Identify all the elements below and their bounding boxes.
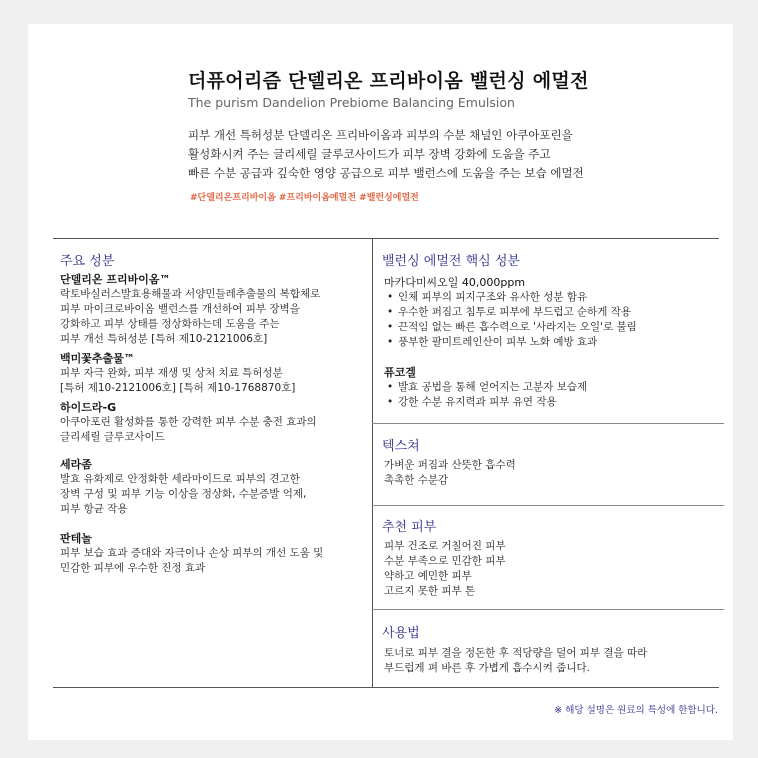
ingredient-name: 백미꽃추출물™	[60, 352, 135, 365]
ingredient-desc: 아쿠아포린 활성화를 통한 강력한 피부 수분 충전 효과의 글리세릴 글루코사이드	[60, 416, 317, 443]
divider	[372, 609, 724, 610]
texture-text: 가벼운 퍼짐과 산뜻한 흡수력 촉촉한 수분감	[384, 459, 516, 486]
ingredient-item	[60, 400, 370, 445]
product-subtitle: The purism Dandelion Prebiome Balancing Emulsion	[188, 95, 515, 110]
description-line: 피부 개선 특허성분 단델리온 프리바이옴과 피부의 수분 채널인 아쿠아포린을	[188, 128, 573, 142]
divider	[53, 687, 719, 688]
description-line: 빠른 수분 공급과 깊숙한 영양 공급으로 피부 밸런스에 도움을 주는 보습 에멀전	[188, 166, 584, 180]
ingredients-title: 주요 성분	[60, 254, 115, 269]
bullet-item: • 끈적임 없는 빠른 흡수력으로 '사라지는 오일'로 불림	[384, 320, 714, 335]
hashtags: #단델리온프리바이옴 #프리바이옴에멀전 #밸런싱에멀전	[190, 193, 419, 203]
ingredient-desc: 피부 자극 완화, 피부 재생 및 상처 치료 특허성분 [특허 제10-2121006호] [특허 제10-1768870호]	[60, 367, 296, 394]
core-ingredient-name: 퓨코겔	[384, 366, 416, 379]
divider	[372, 423, 724, 424]
core-fugel	[384, 365, 714, 410]
bullet-item: • 풍부한 팔미트레인산이 피부 노화 예방 효과	[384, 335, 714, 350]
divider	[372, 238, 373, 688]
core-title: 밸런싱 에멀전 핵심 성분	[382, 254, 520, 269]
usage-title: 사용법	[382, 626, 420, 641]
ingredient-desc: 피부 보습 효과 증대와 자극이나 손상 피부의 개선 도움 및 민감한 피부에 우수한 진정 효과	[60, 547, 324, 574]
ingredients-list	[60, 272, 370, 576]
divider	[372, 505, 724, 506]
divider	[53, 238, 719, 239]
texture-title: 텍스쳐	[382, 439, 420, 454]
ingredient-item	[60, 531, 370, 576]
footnote: ※ 해당 설명은 원료의 특성에 한합니다.	[554, 705, 718, 716]
ingredient-desc: 발효 유화제로 안정화한 세라마이드로 피부의 견고한 장벽 구성 및 피부 기능 이상을 정상화, 수분증발 억제, 피부 항균 작용	[60, 473, 307, 515]
ingredient-name: 하이드라-G	[60, 401, 117, 414]
skin-title: 추천 피부	[382, 520, 437, 535]
bullet-item: • 인체 피부의 피지구조와 유사한 성분 함유	[384, 290, 714, 305]
product-title: 더퓨어리즘 단델리온 프리바이옴 밸런싱 에멀전	[188, 70, 589, 92]
skin-text: 피부 건조로 거칠어진 피부 수분 부족으로 민감한 피부 약하고 예민한 피부 고르지 못한 피부 톤	[384, 540, 506, 597]
core-macadamia	[384, 275, 714, 350]
ingredient-name: 판테놀	[60, 532, 92, 545]
ingredient-name: 세라좀	[60, 458, 92, 471]
ingredient-name: 단델리온 프리바이옴™	[60, 273, 171, 286]
core-ingredient-bullets	[384, 290, 714, 350]
ingredient-item	[60, 457, 370, 517]
ingredient-desc: 락토바실러스발효용해물과 서양민들레추출물의 복합체로 피부 마이크로바이옴 밸런스를 개선하여 피부 장벽을 강화하고 피부 상태를 정상화하는데 도움을 주는 피부 개선 특허성분 [특허 제10-2121006호]	[60, 288, 321, 345]
ingredient-item	[60, 272, 370, 347]
core-ingredient-bullets	[384, 380, 714, 410]
product-description	[188, 126, 584, 183]
core-ingredient-name: 마카다미씨오일 40,000ppm	[384, 276, 526, 289]
usage-text: 토너로 피부 결을 정돈한 후 적당량을 덜어 피부 결을 따라 부드럽게 펴 바른 후 가볍게 흡수시켜 줍니다.	[384, 647, 648, 674]
bullet-item: • 우수한 퍼짐고 침투로 피부에 부드럽고 순하게 작용	[384, 305, 714, 320]
ingredient-item	[60, 351, 370, 396]
bullet-item: • 강한 수분 유지력과 피부 유연 작용	[384, 395, 714, 410]
description-line: 활성화시켜 주는 글리세릴 글루코사이드가 피부 장벽 강화에 도움을 주고	[188, 147, 551, 161]
bullet-item: • 발효 공법을 통해 얻어지는 고분자 보습제	[384, 380, 714, 395]
